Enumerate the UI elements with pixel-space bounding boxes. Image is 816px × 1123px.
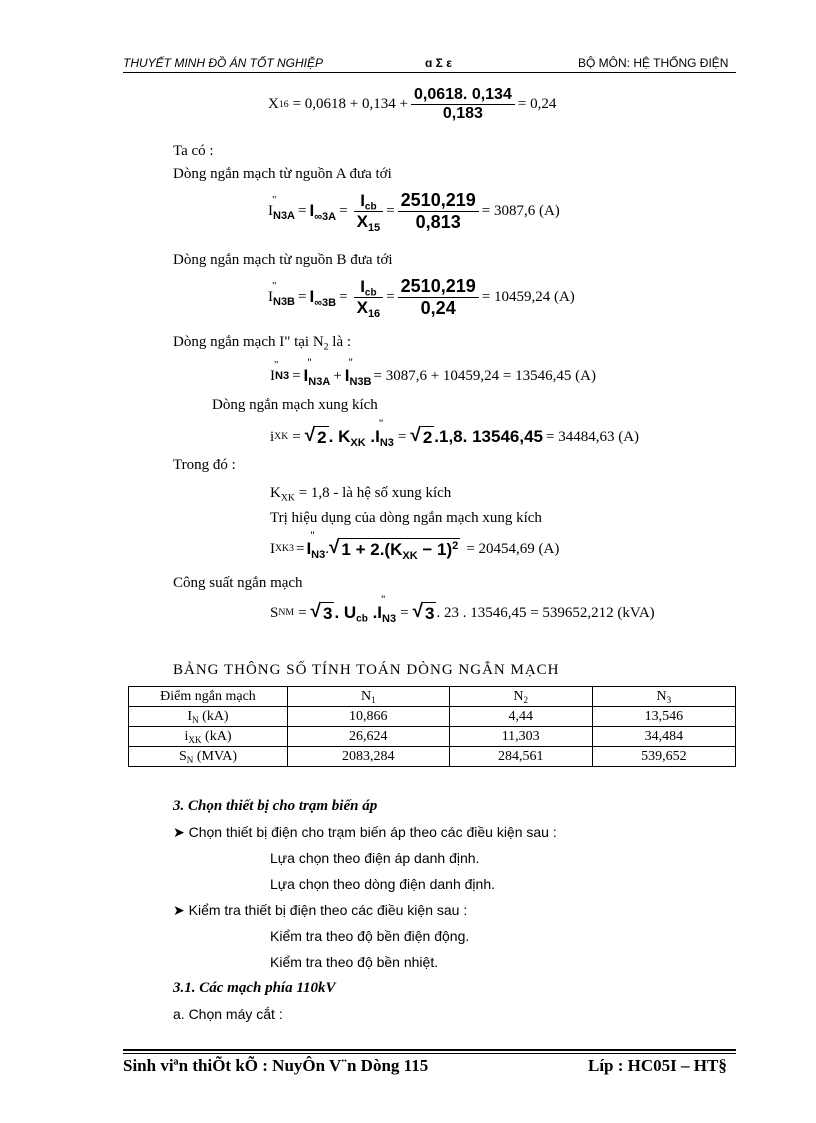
table-row xyxy=(129,727,736,747)
x16-num: 0,0618. 0,134 xyxy=(411,86,515,105)
th-point: Điểm ngắn mạch xyxy=(129,687,288,707)
cell: 2083,284 xyxy=(288,747,450,767)
ixk3-sqrt: √ $1 + 2.(K_{XK} - 1)^2$ xyxy=(328,537,459,562)
row-label: $S_N$ (MVA) xyxy=(129,747,288,767)
x16-terms: = 0,0618 + 0,134 + xyxy=(292,96,408,113)
th-n3: $N_3$ xyxy=(592,687,735,707)
in3a-frac1: $\frac{I_{cb}}{X_{15}}$ xyxy=(354,191,384,231)
th-n2: $N_2$ xyxy=(449,687,592,707)
in3b-lhs: I "$_{N3B}$ xyxy=(268,289,295,306)
text-xung-kich: Dòng ngắn mạch xung kích xyxy=(212,397,378,413)
ixk-result: = 34484,63 (A) xyxy=(546,428,640,445)
cell: 26,624 xyxy=(288,727,450,747)
snm-sqrt2: √ 3 xyxy=(412,601,435,623)
equation-in3: I " N3 = I "$_{N3A}$ + I "$_{N3B}$ = 3087,6 + 10459,24 = 13546,45 (A) xyxy=(270,366,596,386)
row-label: $i_{XK}$ (kA) xyxy=(129,727,288,747)
x16-fraction xyxy=(411,86,515,124)
bullet-2: ➤ Kiểm tra thiết bị điện theo các điều kiện sau : xyxy=(173,902,468,918)
arrow-bullet-icon: ➤ xyxy=(173,824,185,840)
snm-result: . 23 . 13546,45 = 539652,212 (kVA) xyxy=(436,604,655,621)
header-left: THUYẾT MINH ĐỒ ÁN TỐT NGHIỆP xyxy=(123,56,324,70)
x16-lhs: X xyxy=(268,96,279,113)
sub-2a: Kiểm tra theo độ bền điện động. xyxy=(270,928,470,944)
cell: 4,44 xyxy=(449,707,592,727)
bullet-1: ➤ Chọn thiết bị điện cho trạm biến áp theo các điều kiện sau : xyxy=(173,824,557,840)
x16-den: 0,183 xyxy=(442,105,483,123)
section31-heading: 3.1. Các mạch phía 110kV xyxy=(173,980,336,996)
text-ta-co: Ta có : xyxy=(173,143,214,159)
in3b-frac1: $\frac{I_{cb}}{X_{16}}$ xyxy=(354,277,384,317)
table-title: BẢNG THÔNG SỐ TÍNH TOÁN DÒNG NGẮN MẠCH xyxy=(173,662,560,678)
text-from-a: Dòng ngắn mạch từ nguồn A đưa tới xyxy=(173,166,392,182)
equation-in3a: I "$_{N3A}$ = $I_{\infty 3A}$ = $\frac{I_{cb}}{X_{15}}$ = $\frac{2510,219}{0,813}$ = 3087,6 (A) xyxy=(268,190,560,232)
footer-right: Líp : HC05I – HT§ xyxy=(588,1056,727,1075)
sub-1b: Lựa chọn theo dòng điện danh định. xyxy=(270,876,496,892)
footer-left: Sinh viªn thiÕt kÕ : NuyÔn V¨n Dòng 115 xyxy=(123,1056,429,1075)
th-n1: $N_1$ xyxy=(288,687,450,707)
header-ornament: ɑ Ʃ ε xyxy=(425,56,452,70)
cell: 284,561 xyxy=(449,747,592,767)
in3a-iinf: $I_{\infty 3A}$ xyxy=(309,201,337,224)
cell: 539,652 xyxy=(592,747,735,767)
header-right: BỘ MÔN: HỆ THỐNG ĐIỆN xyxy=(578,56,729,70)
ixk-sqrt2: √ 2 xyxy=(410,425,433,447)
text-cong-suat: Công suất ngắn mạch xyxy=(173,575,303,591)
in3a-result: = 3087,6 (A) xyxy=(481,202,560,219)
x16-result: = 0,24 xyxy=(517,96,557,113)
arrow-bullet-icon: ➤ xyxy=(173,902,185,918)
text-from-b: Dòng ngắn mạch từ nguồn B đưa tới xyxy=(173,252,393,268)
section3-heading: 3. Chọn thiết bị cho trạm biến áp xyxy=(173,798,378,814)
table-row xyxy=(129,707,736,727)
sub-1a: Lựa chọn theo điện áp danh định. xyxy=(270,850,480,866)
header-rule xyxy=(123,72,736,73)
item-a: a. Chọn máy cắt : xyxy=(173,1006,283,1022)
equation-ixk: i XK = √ 2 . $K_{XK}$ .I "$_{N3}$ = √ 2 .1,8. 13546,45 = 34484,63 (A) xyxy=(270,426,639,448)
table-row xyxy=(129,747,736,767)
equation-x16: X 16 = 0,0618 + 0,134 + $\frac{0,0618. 0,134}{0,183}$ = 0,24 xyxy=(268,86,557,123)
footer-rule-2 xyxy=(123,1053,736,1054)
text-trong-do: Trong đó : xyxy=(173,457,236,473)
equation-ixk3: I XK3 = I "$_{N3}$ . √ $1 + 2.(K_{XK} - 1)^2$ = 20454,69 (A) xyxy=(270,538,559,560)
in3b-frac2: $\frac{2510,219}{0,24}$ xyxy=(398,276,479,318)
ixk3-result: = 20454,69 (A) xyxy=(466,540,560,557)
in3a-frac2: $\frac{2510,219}{0,813}$ xyxy=(398,190,479,232)
in3b-iinf: $I_{\infty 3B}$ xyxy=(309,287,337,310)
snm-sqrt: √ 3 xyxy=(310,601,333,623)
table-header-row xyxy=(129,687,736,707)
cell: 34,484 xyxy=(592,727,735,747)
equation-snm: S NM = √ 3 . $U_{cb}$ .I "$_{N3}$ = √ 3 . 23 . 13546,45 = 539652,212 (kVA) xyxy=(270,602,655,624)
equation-in3b: I "$_{N3B}$ = $I_{\infty 3B}$ = $\frac{I_{cb}}{X_{16}}$ = $\frac{2510,219}{0,24}$ = 10459,24 (A) xyxy=(268,276,575,318)
results-table xyxy=(128,686,736,767)
cell: 10,866 xyxy=(288,707,450,727)
text-kxk: $K_{XK} = 1,8$ - là hệ số xung kích xyxy=(270,485,452,504)
in3b-result: = 10459,24 (A) xyxy=(481,288,575,305)
footer-rule-1 xyxy=(123,1049,736,1051)
sub-2b: Kiểm tra theo độ bền nhiệt. xyxy=(270,954,439,970)
cell: 11,303 xyxy=(449,727,592,747)
text-at-n2: Dòng ngắn mạch I" tại $N_2$ là : xyxy=(173,334,352,353)
in3-result: = 3087,6 + 10459,24 = 13546,45 (A) xyxy=(373,367,596,384)
text-tri-hieu-dung: Trị hiệu dụng của dòng ngắn mạch xung kích xyxy=(270,510,542,526)
ixk-sqrt: √ 2 xyxy=(304,425,327,447)
in3a-lhs: I "$_{N3A}$ xyxy=(268,203,295,220)
cell: 13,546 xyxy=(592,707,735,727)
row-label: $I_N$ (kA) xyxy=(129,707,288,727)
